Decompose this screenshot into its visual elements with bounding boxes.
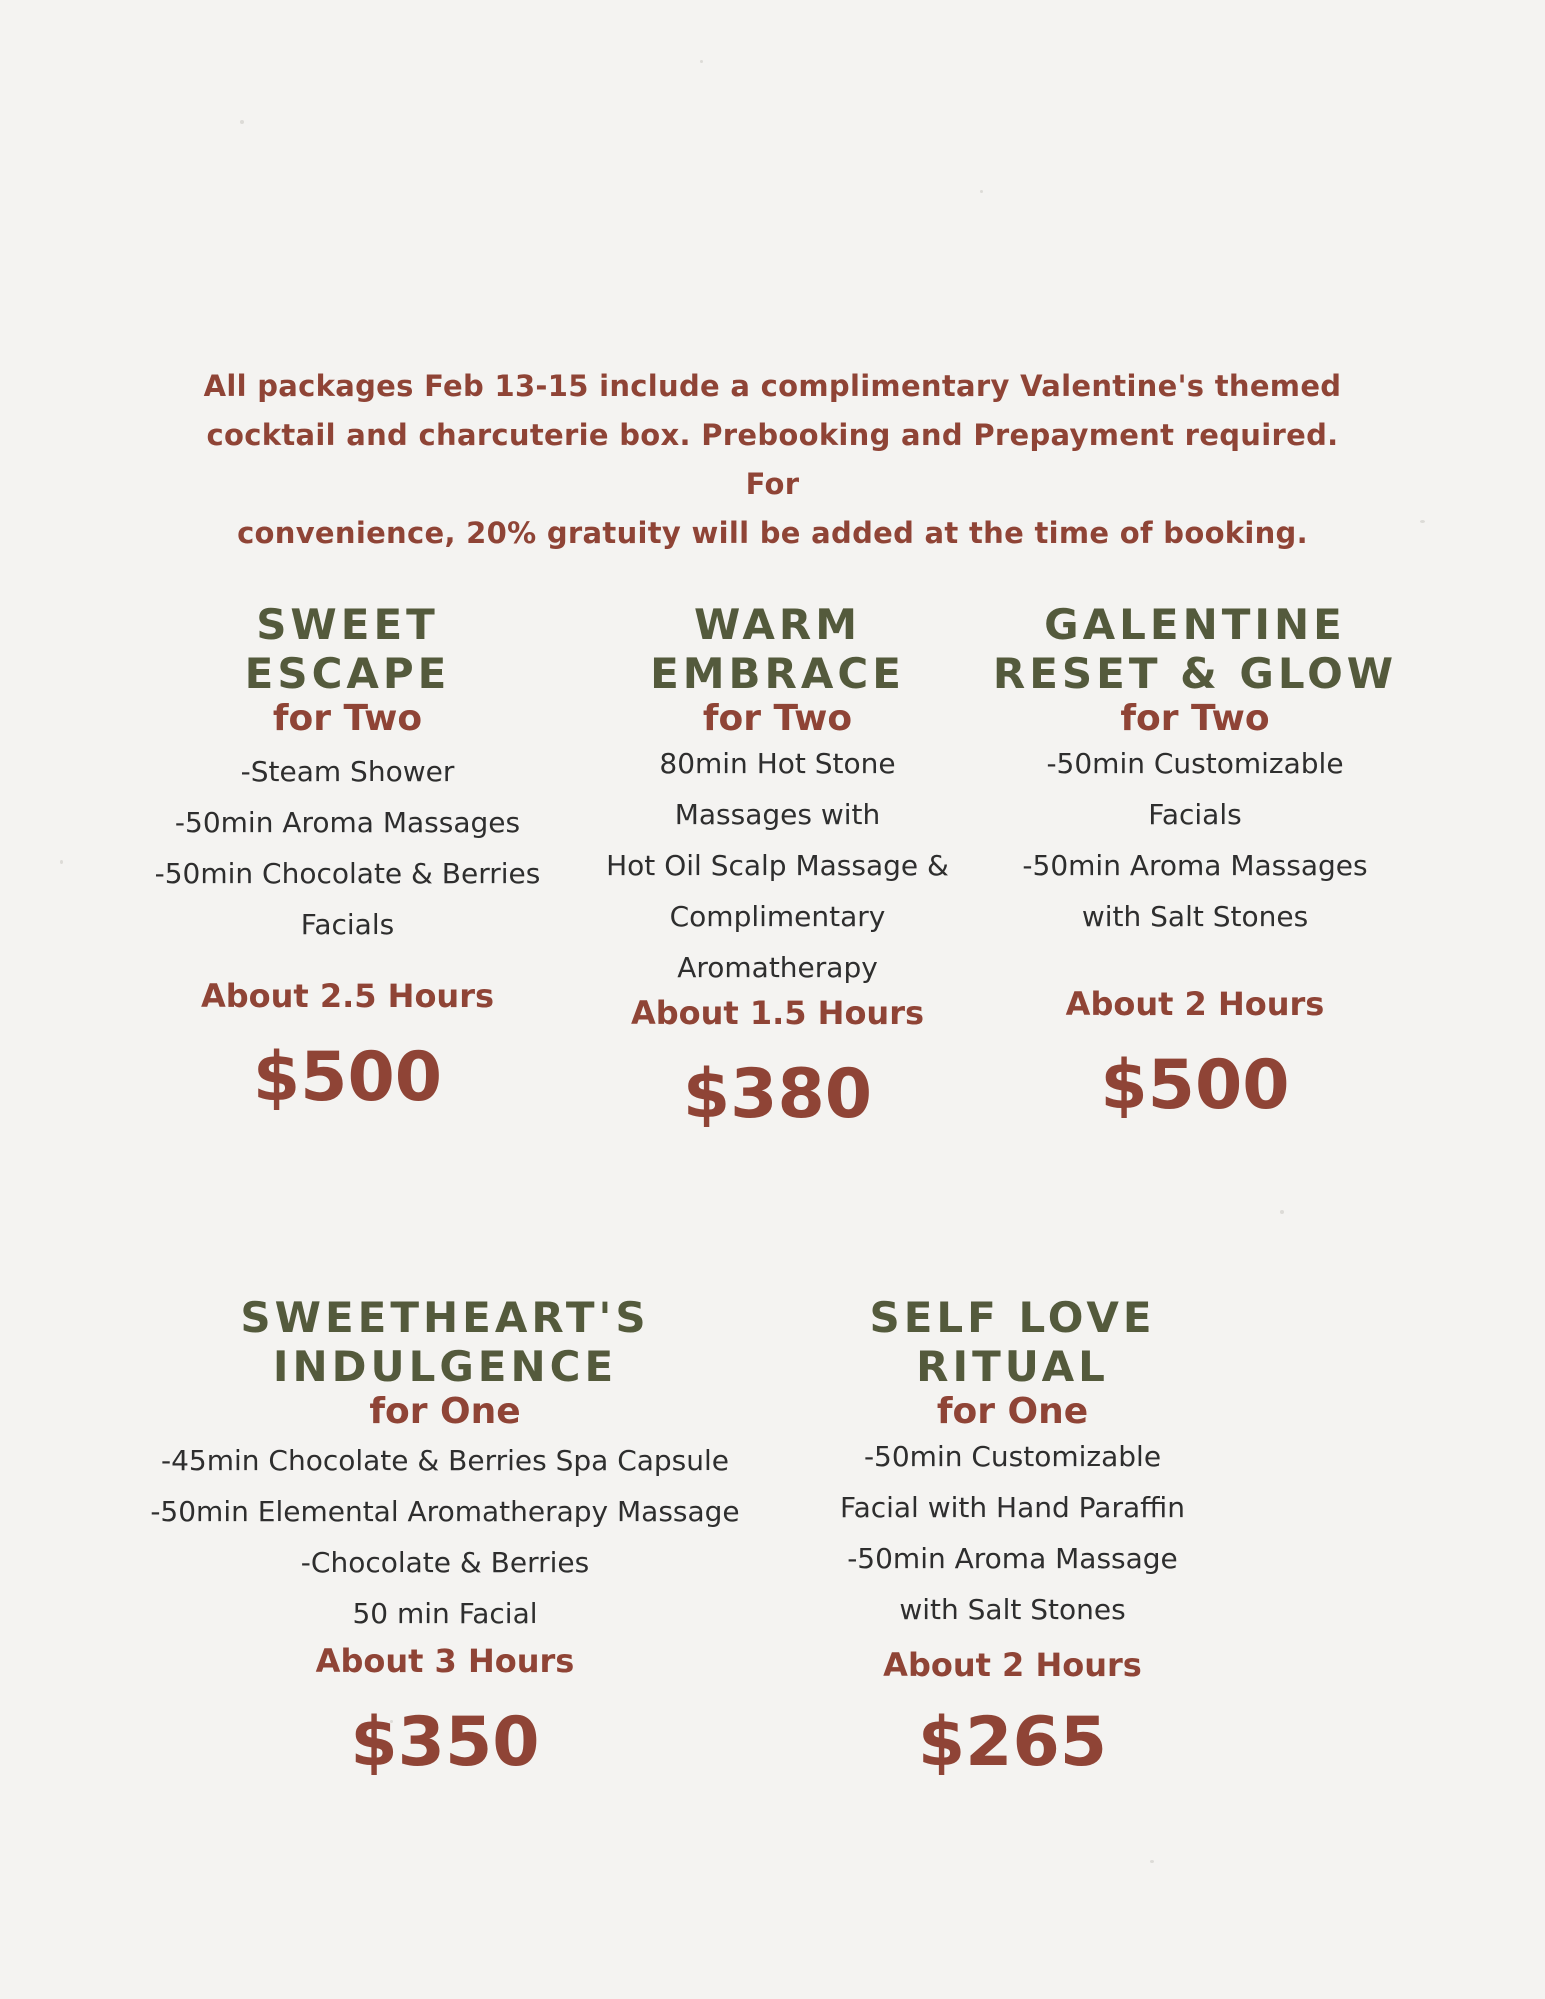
paper-speck	[1280, 1210, 1284, 1214]
package-item: Complimentary	[669, 900, 886, 933]
package-item: Massages with	[674, 798, 881, 831]
package-price: $350	[350, 1703, 540, 1782]
package-title-line: ESCAPE	[244, 649, 451, 698]
paper-speck	[980, 190, 983, 193]
package-item: Facials	[300, 908, 395, 941]
package-title	[540, 600, 1015, 698]
package-title-line: GALENTINE	[1044, 600, 1346, 649]
paper-speck	[240, 120, 244, 124]
intro-line: cocktail and charcuterie box. Prebooking and Prepayment required. For	[206, 418, 1339, 501]
package-self-love-ritual	[790, 1293, 1235, 1783]
package-title-line: SELF LOVE	[869, 1293, 1156, 1342]
package-items	[790, 1431, 1235, 1635]
package-subtitle: for Two	[1120, 698, 1270, 739]
paper-speck	[60, 860, 63, 864]
package-duration: About 1.5 Hours	[630, 994, 925, 1032]
package-item: -Steam Shower	[240, 755, 455, 788]
package-price: $265	[917, 1703, 1108, 1782]
package-items	[110, 1435, 780, 1639]
package-item: -50min Aroma Massage	[847, 1542, 1178, 1575]
package-title	[790, 1293, 1235, 1391]
package-duration: About 2.5 Hours	[200, 977, 495, 1015]
paper-speck	[1420, 520, 1425, 523]
package-item: Facials	[1148, 798, 1242, 831]
package-item: -50min Elemental Aromatherapy Massage	[150, 1495, 740, 1528]
package-galentine-reset	[960, 600, 1430, 1126]
package-title-line: EMBRACE	[650, 649, 905, 698]
package-subtitle: for Two	[702, 698, 853, 739]
package-item: 80min Hot Stone	[659, 747, 896, 780]
package-subtitle: for One	[936, 1391, 1089, 1432]
package-duration: About 2 Hours	[883, 1646, 1142, 1684]
package-item: -50min Aroma Massages	[1022, 849, 1368, 882]
package-sweet-escape	[110, 600, 585, 1118]
intro-text	[195, 362, 1350, 558]
package-title-line: SWEET	[256, 600, 439, 649]
package-duration: About 2 Hours	[1065, 985, 1325, 1023]
paper-speck	[700, 60, 703, 63]
package-item: Hot Oil Scalp Massage &	[606, 849, 949, 882]
package-price: $500	[252, 1038, 443, 1117]
package-item: with Salt Stones	[899, 1593, 1126, 1626]
package-item: -50min Customizable	[863, 1440, 1162, 1473]
intro-line: All packages Feb 13-15 include a complimentary Valentine's themed	[203, 369, 1342, 403]
package-sweethearts-indulgence	[110, 1293, 780, 1783]
package-item: -50min Aroma Massages	[174, 806, 521, 839]
package-item: 50 min Facial	[352, 1597, 538, 1630]
package-title	[110, 600, 585, 698]
package-title-line: WARM	[693, 600, 862, 649]
package-title-line: SWEETHEART'S	[240, 1293, 650, 1342]
package-item: -45min Chocolate & Berries Spa Capsule	[160, 1444, 730, 1477]
package-subtitle: for One	[369, 1391, 521, 1432]
package-item: Aromatherapy	[677, 951, 878, 984]
package-title-line: RESET & GLOW	[992, 649, 1398, 698]
package-items	[960, 738, 1430, 942]
package-title	[960, 600, 1430, 698]
package-price: $380	[682, 1055, 873, 1134]
package-item: Facial with Hand Paraffin	[840, 1491, 1185, 1524]
package-warm-embrace	[540, 600, 1015, 1135]
package-item: with Salt Stones	[1081, 900, 1309, 933]
package-item: -50min Customizable	[1046, 747, 1344, 780]
package-title	[110, 1293, 780, 1391]
package-title-line: INDULGENCE	[272, 1342, 618, 1391]
intro-line: convenience, 20% gratuity will be added at the time of booking.	[237, 516, 1308, 550]
package-item: -50min Chocolate & Berries	[154, 857, 541, 890]
package-duration: About 3 Hours	[315, 1642, 575, 1680]
package-price: $500	[1100, 1046, 1290, 1125]
package-items	[110, 746, 585, 950]
paper-speck	[1150, 1860, 1154, 1863]
package-title-line: RITUAL	[916, 1342, 1109, 1391]
package-subtitle: for Two	[272, 698, 423, 739]
package-item: -Chocolate & Berries	[300, 1546, 590, 1579]
package-items	[540, 738, 1015, 993]
